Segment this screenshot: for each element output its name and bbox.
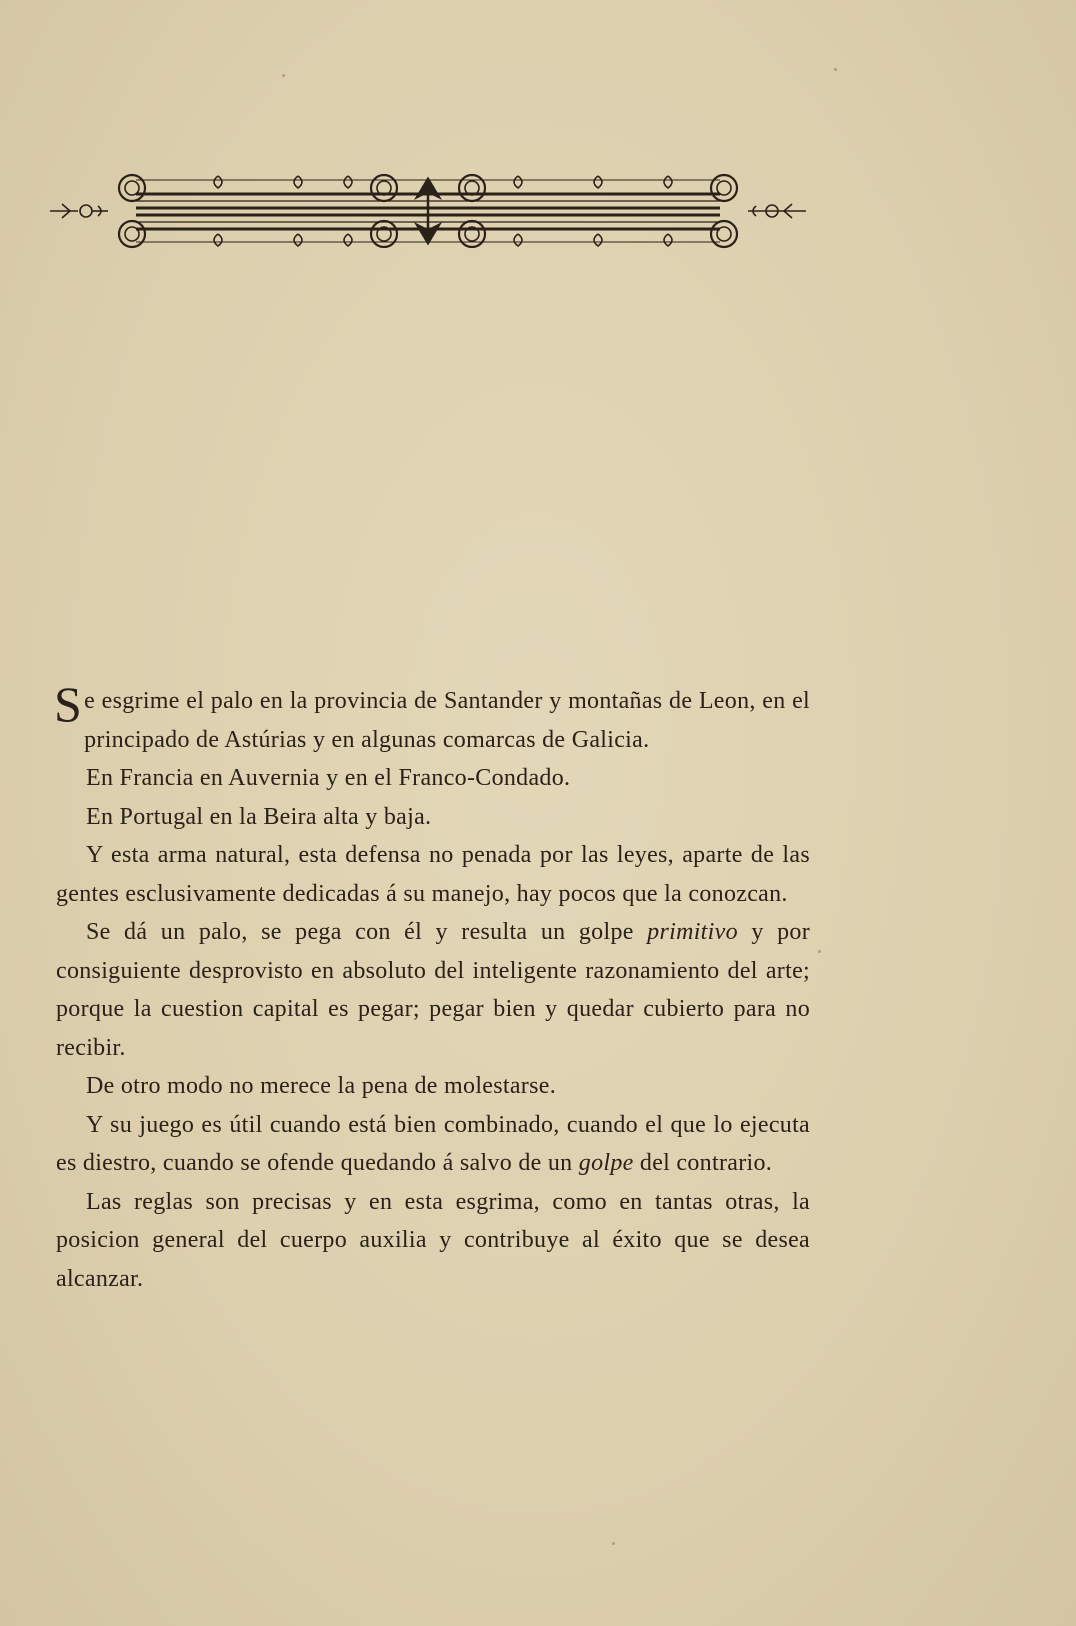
paragraph-2: En Francia en Auvernia y en el Franco-Condado. [86, 765, 571, 791]
paragraph-6: De otro modo no merece la pena de molestarse. [86, 1073, 556, 1099]
drop-cap: S [54, 676, 83, 732]
paper-speck [834, 68, 837, 71]
paper-speck [282, 74, 285, 77]
paper-speck [818, 950, 821, 953]
paper-speck [612, 1542, 615, 1545]
italic-term: golpe [578, 1150, 634, 1176]
paragraph-4: Y esta arma natural, esta defensa no penada por las leyes, aparte de las gentes esclusivamente dedicadas á su manejo, hay pocos que la conozcan. [56, 842, 810, 907]
paragraph-3: En Portugal en la Beira alta y baja. [86, 803, 432, 830]
paragraph-8: Las reglas son precisas y en esta esgrima, como en tantas otras, la posicion general del cuerpo auxilia y contribuye al éxito que se desea alcanzar. [56, 1188, 810, 1292]
italic-term: primitivo [647, 919, 738, 945]
paragraph-5: Se dá un palo, se pega con él y resulta un golpe primitivo y por consiguiente desprovisto en absoluto del inteligente razonamiento del arte; porque la cuestion capital es pegar; pegar bien y quedar cubierto para no recibir. [56, 919, 810, 1061]
body-text [54, 676, 810, 1298]
paragraph-7: Y su juego es útil cuando está bien combinado, cuando el que lo ejecuta es diestro, cuando se ofende quedando á salvo de un golpe del contrario. [56, 1111, 810, 1176]
paragraph-1: Se esgrime el palo en la provincia de Santander y montañas de Leon, en el principado de Astúrias y en algunas comarcas de Galicia. [54, 676, 810, 753]
decorative-header-ornament [48, 168, 808, 254]
